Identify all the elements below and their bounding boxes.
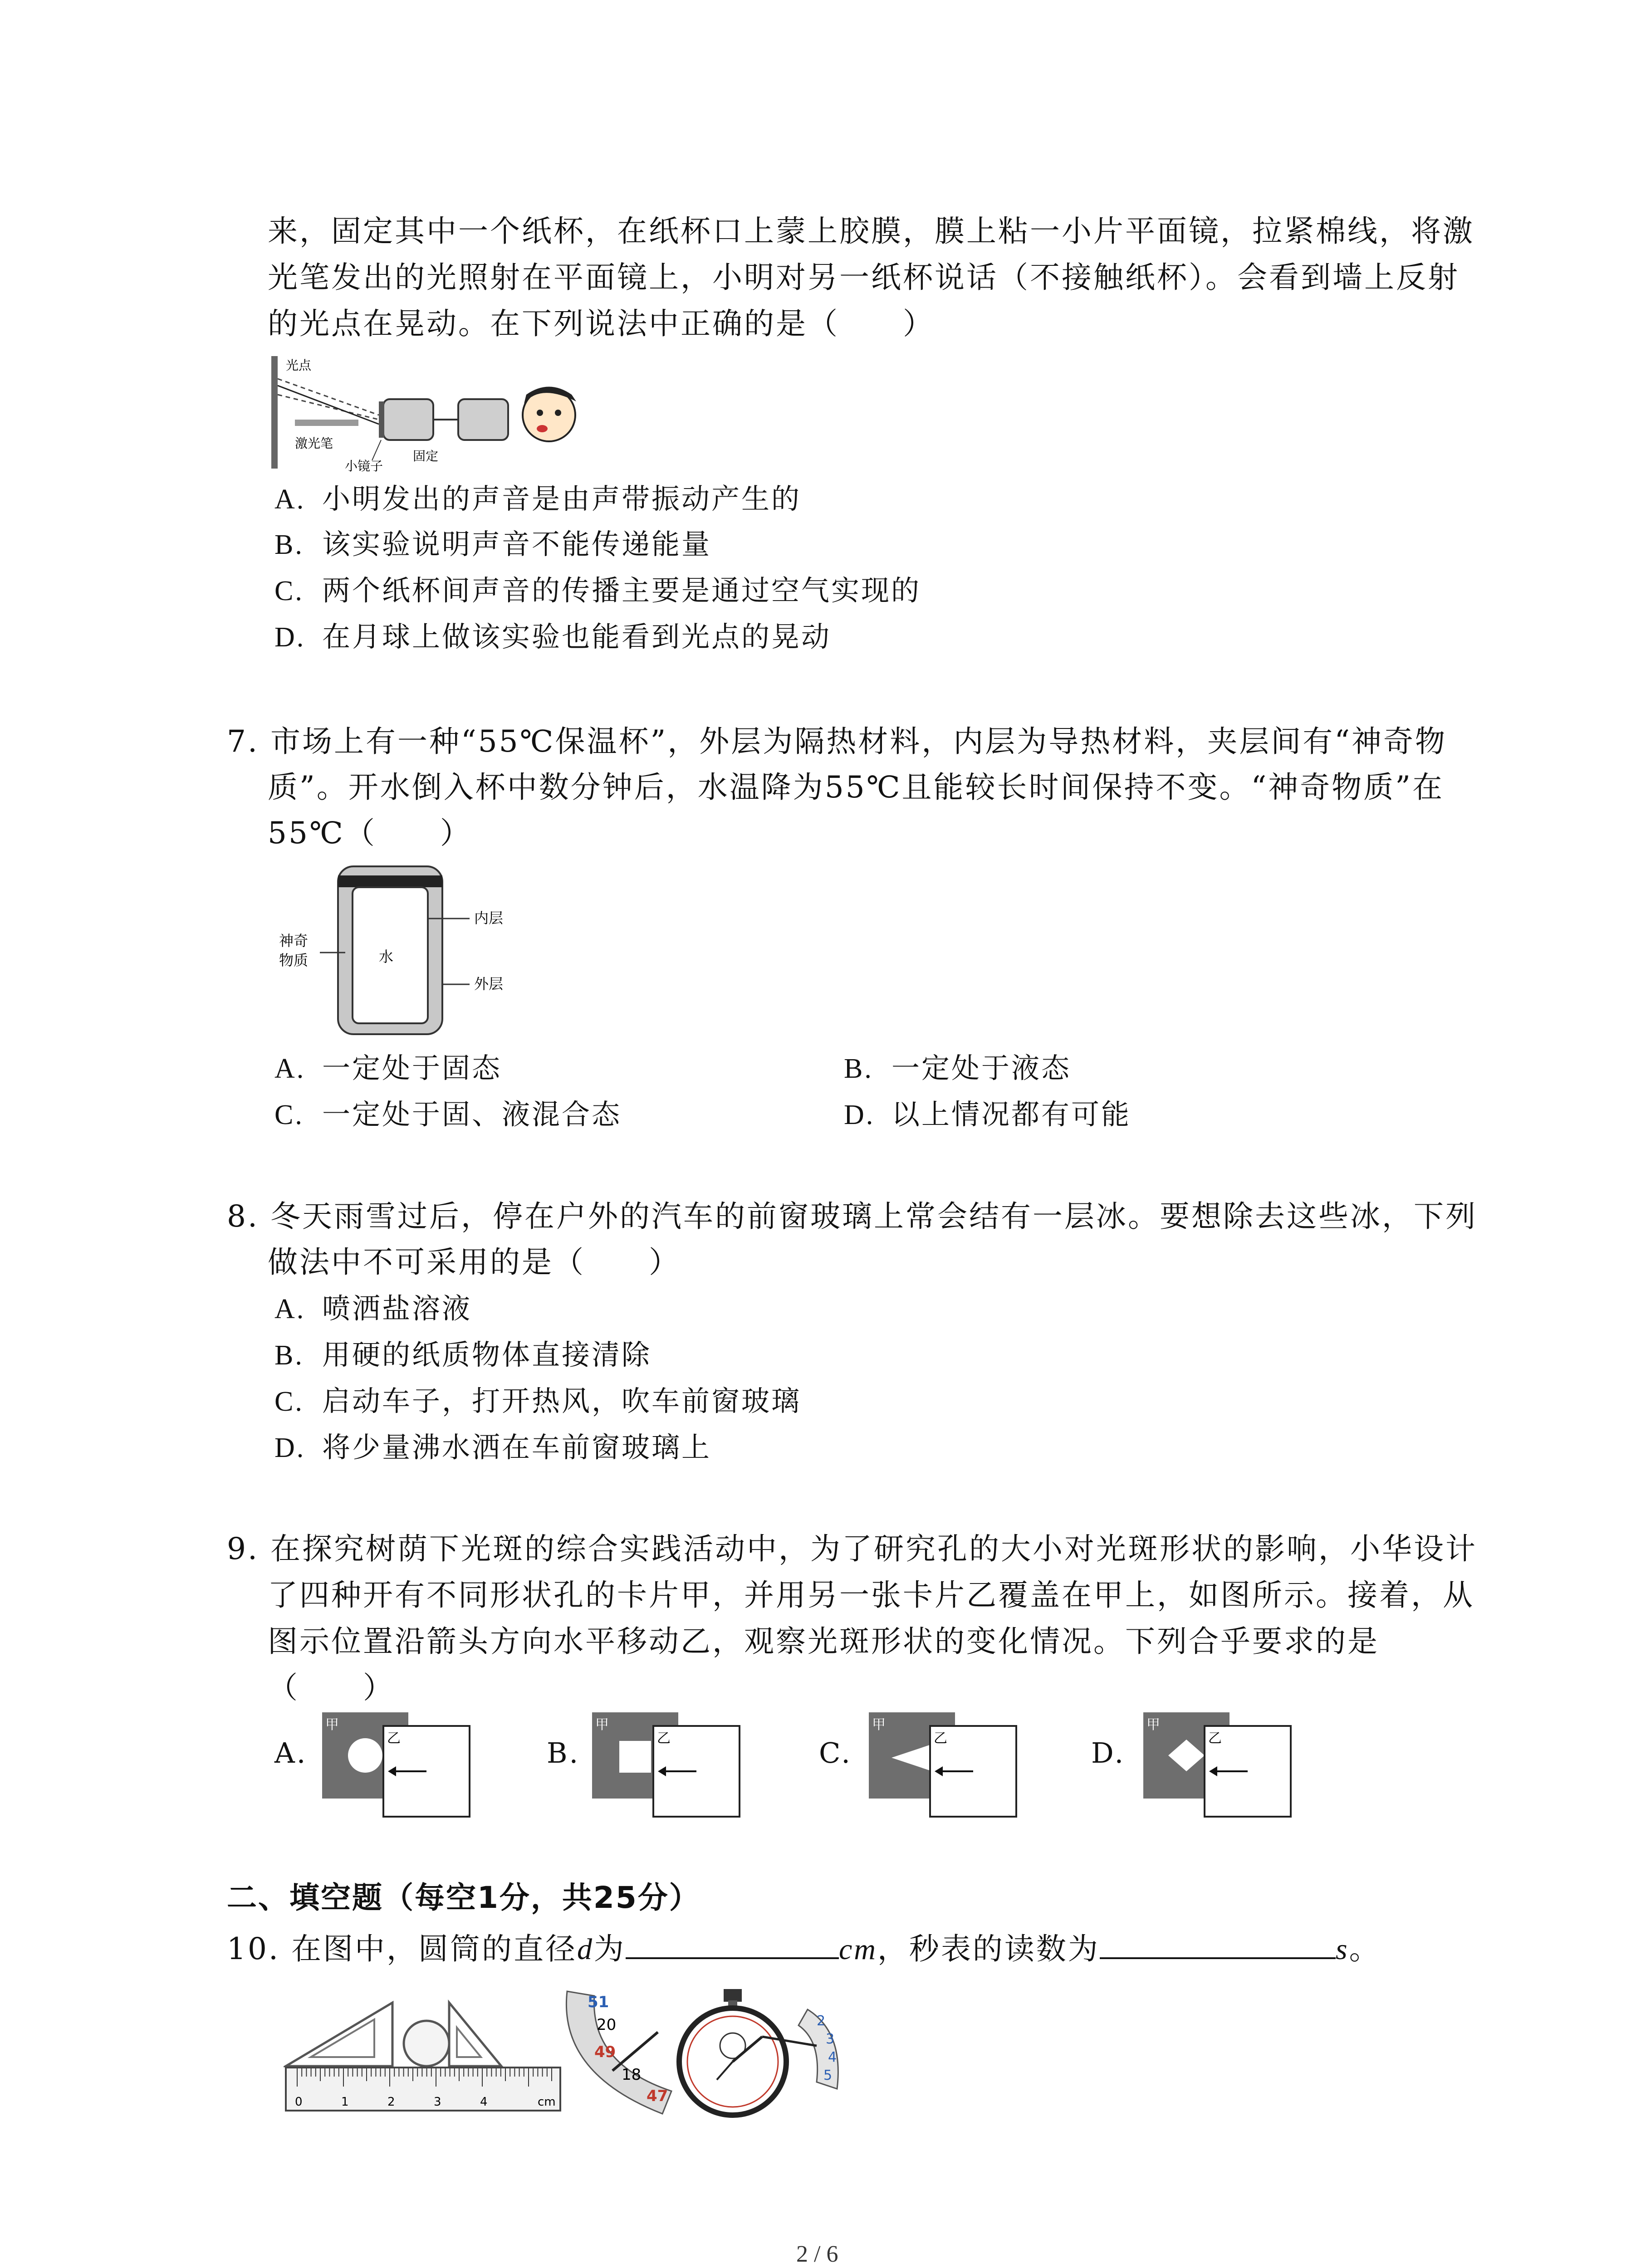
q9-option-b-key[interactable]: B. xyxy=(547,1736,580,1769)
q7-line-2: 质”。开水倒入杯中数分钟后，水温降为55℃且能较长时间保持不变。“神奇物质”在 xyxy=(268,770,1445,805)
q10-mid-1: 为 xyxy=(593,1931,626,1966)
card-yi-label: 乙 xyxy=(657,1730,671,1746)
card-yi-label: 乙 xyxy=(387,1730,401,1746)
q6-option-c[interactable]: C. 两个纸杯间声音的传播主要是通过空气实现的 xyxy=(274,574,921,607)
q9-line-2: 了四种开有不同形状孔的卡片甲，并用另一张卡片乙覆盖在甲上，如图所示。接着，从 xyxy=(268,1578,1474,1613)
sw-label-4: 4 xyxy=(828,2049,837,2065)
q9-option-d-key[interactable]: D. xyxy=(1091,1736,1126,1769)
ruler-label-0: 0 xyxy=(295,2095,303,2109)
label-magic-2: 物质 xyxy=(279,952,309,969)
q9-option-c-figure xyxy=(867,1710,1021,1823)
cylinder-circle xyxy=(404,2021,449,2066)
sw-label-18: 18 xyxy=(622,2066,642,2084)
sw-label-20: 20 xyxy=(597,2016,617,2034)
q6-line-3: 的光点在晃动。在下列说法中正确的是（ ） xyxy=(268,306,935,341)
cup-fixed xyxy=(383,399,433,440)
card-jia-label: 甲 xyxy=(595,1717,609,1733)
sw-label-5: 5 xyxy=(823,2068,833,2083)
sw-label-3: 3 xyxy=(826,2031,835,2047)
q10-var-d: d xyxy=(577,1933,594,1966)
q8-option-c[interactable]: C. 启动车子，打开热风，吹车前窗玻璃 xyxy=(274,1384,802,1418)
q10-end: 。 xyxy=(1349,1931,1381,1966)
card-jia-label: 甲 xyxy=(325,1717,339,1733)
label-fixed: 固定 xyxy=(413,449,439,464)
q9-line-4: （ ） xyxy=(268,1670,395,1705)
label-outer: 外层 xyxy=(474,975,504,992)
q9-option-b-figure xyxy=(590,1710,744,1823)
q10-unit-s: s xyxy=(1335,1933,1349,1966)
hole-circle xyxy=(348,1738,382,1773)
q8-line-2: 做法中不可采用的是（ ） xyxy=(268,1245,681,1280)
q10-blank-diameter[interactable] xyxy=(626,1926,839,1959)
q10-unit-cm: cm xyxy=(838,1933,877,1966)
ruler-label-4: 4 xyxy=(480,2095,488,2109)
sw-label-2: 2 xyxy=(817,2013,826,2029)
q7-option-c[interactable]: C. 一定处于固、液混合态 xyxy=(274,1098,622,1131)
cup-speaking xyxy=(458,399,508,440)
q6-line-1: 来，固定其中一个纸杯，在纸杯口上蒙上胶膜，膜上粘一小片平面镜，拉紧棉线，将激 xyxy=(268,214,1474,249)
q7-option-a[interactable]: A. 一定处于固态 xyxy=(274,1051,502,1085)
q10-line xyxy=(227,1926,1381,1972)
q9-line-3: 图示位置沿箭头方向水平移动乙，观察光斑形状的变化情况。下列合乎要求的是 xyxy=(268,1624,1379,1659)
label-light-spot: 光点 xyxy=(286,358,312,373)
q7-option-d[interactable]: D. 以上情况都有可能 xyxy=(844,1098,1132,1131)
card-yi-label: 乙 xyxy=(1208,1730,1222,1746)
cup-lid xyxy=(338,875,442,887)
small-mirror xyxy=(379,401,384,438)
label-mirror: 小镜子 xyxy=(345,459,383,474)
q9-option-a-figure xyxy=(320,1710,474,1823)
card-jia-label: 甲 xyxy=(872,1717,886,1733)
q10-blank-stopwatch[interactable] xyxy=(1100,1926,1336,1959)
q6-option-b[interactable]: B. 该实验说明声音不能传递能量 xyxy=(274,528,712,561)
q9-option-d-figure xyxy=(1141,1710,1295,1823)
q9-option-c-key[interactable]: C. xyxy=(819,1736,852,1769)
sw-label-49: 49 xyxy=(594,2043,616,2061)
ruler-label-cm: cm xyxy=(538,2095,556,2109)
card-jia-label: 甲 xyxy=(1146,1717,1160,1733)
ruler-label-3: 3 xyxy=(434,2095,441,2109)
q8-option-a[interactable]: A. 喷洒盐溶液 xyxy=(274,1292,472,1325)
q9-line-1: 9. 在探究树荫下光斑的综合实践活动中，为了研究孔的大小对光斑形状的影响，小华设计 xyxy=(227,1531,1477,1566)
q10-stopwatch-figure xyxy=(563,1982,857,2121)
section-2-title: 二、填空题（每空1分，共25分） xyxy=(227,1880,700,1915)
q10-prefix: 10. 在图中，圆筒的直径 xyxy=(227,1931,577,1966)
label-laser: 激光笔 xyxy=(295,436,333,451)
label-magic-1: 神奇 xyxy=(279,932,309,949)
q7-line-3: 55℃（ ） xyxy=(268,816,472,850)
sw-label-51: 51 xyxy=(588,1993,609,2011)
q8-option-b[interactable]: B. 用硬的纸质物体直接清除 xyxy=(274,1338,652,1371)
q10-ruler-figure xyxy=(284,1987,565,2114)
q6-option-d[interactable]: D. 在月球上做该实验也能看到光点的晃动 xyxy=(274,620,832,653)
laser-pen xyxy=(295,420,358,426)
page-number: 2 / 6 xyxy=(796,2241,838,2267)
sw-label-47: 47 xyxy=(647,2087,668,2105)
q7-option-b[interactable]: B. 一定处于液态 xyxy=(844,1051,1072,1085)
q9-option-a-key[interactable]: A. xyxy=(274,1736,308,1769)
q8-option-d[interactable]: D. 将少量沸水洒在车前窗玻璃上 xyxy=(274,1431,712,1464)
q10-mid-2: ，秒表的读数为 xyxy=(877,1931,1100,1966)
q6-figure xyxy=(268,352,594,474)
label-water: 水 xyxy=(379,948,394,965)
q7-line-1: 7. 市场上有一种“55℃保温杯”，外层为隔热材料，内层为导热材料，夹层间有“神奇物 xyxy=(227,724,1447,759)
q7-figure xyxy=(274,862,529,1043)
label-inner: 内层 xyxy=(474,909,504,927)
q8-line-1: 8. 冬天雨雪过后，停在户外的汽车的前窗玻璃上常会结有一层冰。要想除去这些冰，下列 xyxy=(227,1199,1477,1234)
card-yi-label: 乙 xyxy=(934,1730,947,1746)
q6-line-2: 光笔发出的光照射在平面镜上，小明对另一纸杯说话（不接触纸杯）。会看到墙上反射 xyxy=(268,260,1460,295)
q6-option-a[interactable]: A. 小明发出的声音是由声带振动产生的 xyxy=(274,482,802,515)
ruler-label-2: 2 xyxy=(387,2095,395,2109)
wall xyxy=(271,356,278,469)
hole-square xyxy=(619,1741,651,1773)
ruler-label-1: 1 xyxy=(341,2095,349,2109)
